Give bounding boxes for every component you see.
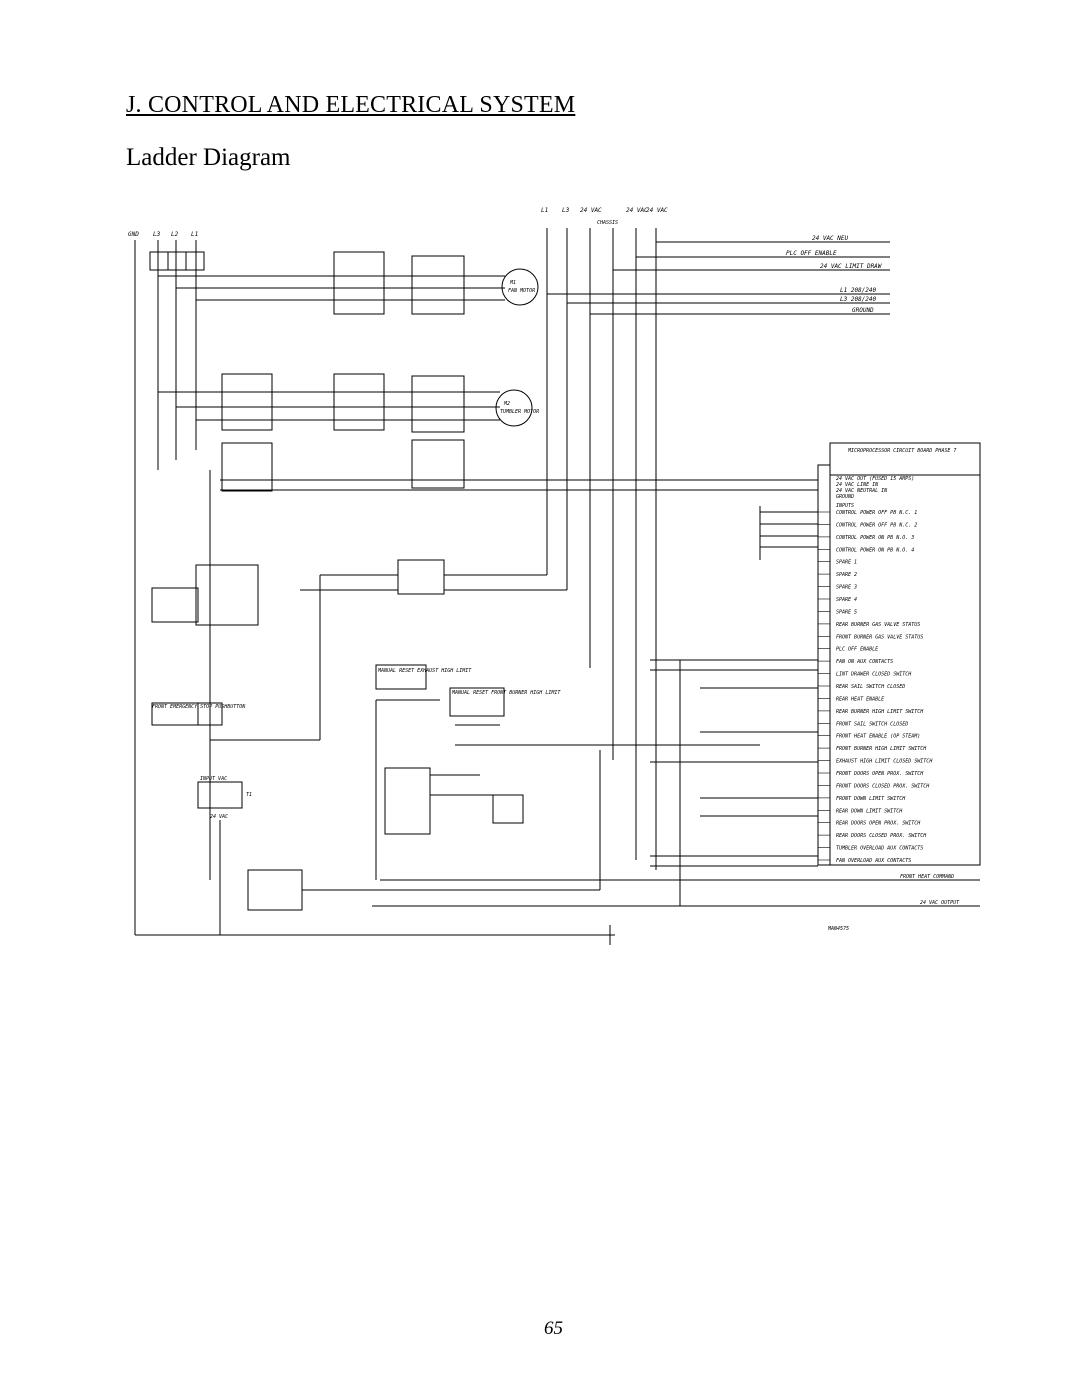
diagram-subtitle: Ladder Diagram bbox=[126, 144, 291, 171]
motor-m1-id: M1 bbox=[510, 280, 517, 286]
transformer-secondary: 24 VAC bbox=[210, 814, 229, 820]
board-input-label: FRONT DOORS OPEN PROX. SWITCH bbox=[836, 771, 924, 777]
output-label-2: PLC OFF ENABLE bbox=[786, 250, 837, 257]
emergency-stop-label: FRONT EMERGENCY STOP PUSHBUTTON bbox=[152, 704, 246, 710]
bus-label-24vac-1: 24 VAC bbox=[580, 207, 602, 214]
transformer-label: INPUT VAC bbox=[200, 776, 228, 782]
board-supply-3: 24 VAC NEUTRAL IN bbox=[836, 488, 888, 494]
board-input-label: SPARE 5 bbox=[836, 609, 858, 616]
board-input-label: REAR HEAT ENABLE bbox=[836, 696, 885, 703]
section-title: J. CONTROL AND ELECTRICAL SYSTEM bbox=[126, 92, 576, 118]
output-label-6: GROUND bbox=[852, 307, 874, 314]
board-inputs-header: INPUTS bbox=[836, 503, 855, 509]
manual-reset-exhaust: MANUAL RESET EXHAUST HIGH LIMIT bbox=[378, 668, 472, 674]
output-label-4: L1 208/240 bbox=[840, 287, 877, 294]
board-input-label: FRONT HEAT ENABLE (OP STEAM) bbox=[836, 733, 921, 740]
board-input-label: REAR DOORS CLOSED PROX. SWITCH bbox=[836, 833, 927, 840]
board-input-label: EXHAUST HIGH LIMIT CLOSED SWITCH bbox=[836, 758, 933, 765]
board-input-label: REAR BURNER HIGH LIMIT SWITCH bbox=[836, 708, 924, 715]
board-input-label: SPARE 1 bbox=[836, 559, 858, 566]
board-input-label: FRONT BURNER GAS VALVE STATUS bbox=[836, 634, 924, 641]
motor-m2-label: TUMBLER MOTOR bbox=[500, 409, 540, 415]
board-input-label: REAR SAIL SWITCH CLOSED bbox=[836, 684, 906, 690]
motor-m1-label: FAN MOTOR bbox=[508, 288, 536, 294]
board-supply-2: 24 VAC LINE IN bbox=[836, 482, 879, 488]
board-input-label: CONTROL POWER ON PB N.O. 4 bbox=[836, 547, 915, 554]
board-supply-1: 24 VAC OUT (FUSED 15 AMPS) bbox=[836, 476, 915, 482]
bus-label-l3: L3 bbox=[562, 207, 570, 214]
board-input-label: SPARE 2 bbox=[836, 572, 858, 579]
board-input-label: SPARE 4 bbox=[836, 597, 858, 603]
board-input-label: CONTROL POWER ON PB N.O. 3 bbox=[836, 534, 915, 541]
output-label-5: L3 208/240 bbox=[840, 296, 877, 303]
board-input-label: FRONT DOORS CLOSED PROX. SWITCH bbox=[836, 783, 930, 790]
manual-reset-front: MANUAL RESET FRONT BURNER HIGH LIMIT bbox=[452, 690, 561, 696]
bus-label-24vac-3: 24 VAC bbox=[646, 207, 668, 214]
drawing-number: MAN4575 bbox=[828, 926, 850, 932]
output-label-1: 24 VAC NEU bbox=[812, 235, 849, 242]
board-input-label: CONTROL POWER OFF PB N.C. 1 bbox=[836, 510, 918, 516]
board-supply-4: GROUND bbox=[836, 494, 855, 500]
supply-label-l1: L1 bbox=[191, 231, 199, 238]
board-input-label: REAR DOWN LIMIT SWITCH bbox=[836, 808, 903, 815]
board-input-label: FAN OVERLOAD AUX CONTACTS bbox=[836, 858, 912, 864]
board-input-label: LINT DRAWER CLOSED SWITCH bbox=[836, 671, 912, 678]
supply-label-l2: L2 bbox=[171, 231, 179, 238]
board-input-label: CONTROL POWER OFF PB N.C. 2 bbox=[836, 522, 918, 529]
supply-label-gnd: GND bbox=[128, 231, 139, 238]
transformer-tag: T1 bbox=[246, 792, 253, 798]
board-input-label: FAN ON AUX CONTACTS bbox=[836, 659, 894, 666]
board-input-label: FRONT SAIL SWITCH CLOSED bbox=[836, 721, 909, 728]
board-output-1: FRONT HEAT COMMAND bbox=[900, 874, 955, 880]
board-input-label: REAR DOORS OPEN PROX. SWITCH bbox=[836, 820, 921, 827]
board-title: MICROPROCESSOR CIRCUIT BOARD PHASE 7 bbox=[848, 448, 957, 454]
board-input-label: FRONT BURNER HIGH LIMIT SWITCH bbox=[836, 746, 927, 753]
board-output-2: 24 VAC OUTPUT bbox=[920, 900, 960, 906]
page-number: 65 bbox=[544, 1318, 563, 1339]
board-input-label: REAR BURNER GAS VALVE STATUS bbox=[836, 621, 921, 628]
bus-label-24vac-2: 24 VAC bbox=[626, 207, 648, 214]
output-label-3: 24 VAC LIMIT DRAW bbox=[820, 263, 882, 270]
supply-label-l3: L3 bbox=[153, 231, 161, 238]
motor-m2-id: M2 bbox=[504, 401, 511, 407]
board-input-label: PLC OFF ENABLE bbox=[836, 646, 879, 653]
board-input-label: SPARE 3 bbox=[836, 584, 858, 591]
bus-label-l1: L1 bbox=[541, 207, 549, 214]
board-input-label: TUMBLER OVERLOAD AUX CONTACTS bbox=[836, 845, 924, 852]
board-input-list bbox=[818, 510, 933, 864]
board-input-label: FRONT DOWN LIMIT SWITCH bbox=[836, 795, 906, 802]
bus-label-chassis: CHASSIS bbox=[597, 220, 619, 226]
